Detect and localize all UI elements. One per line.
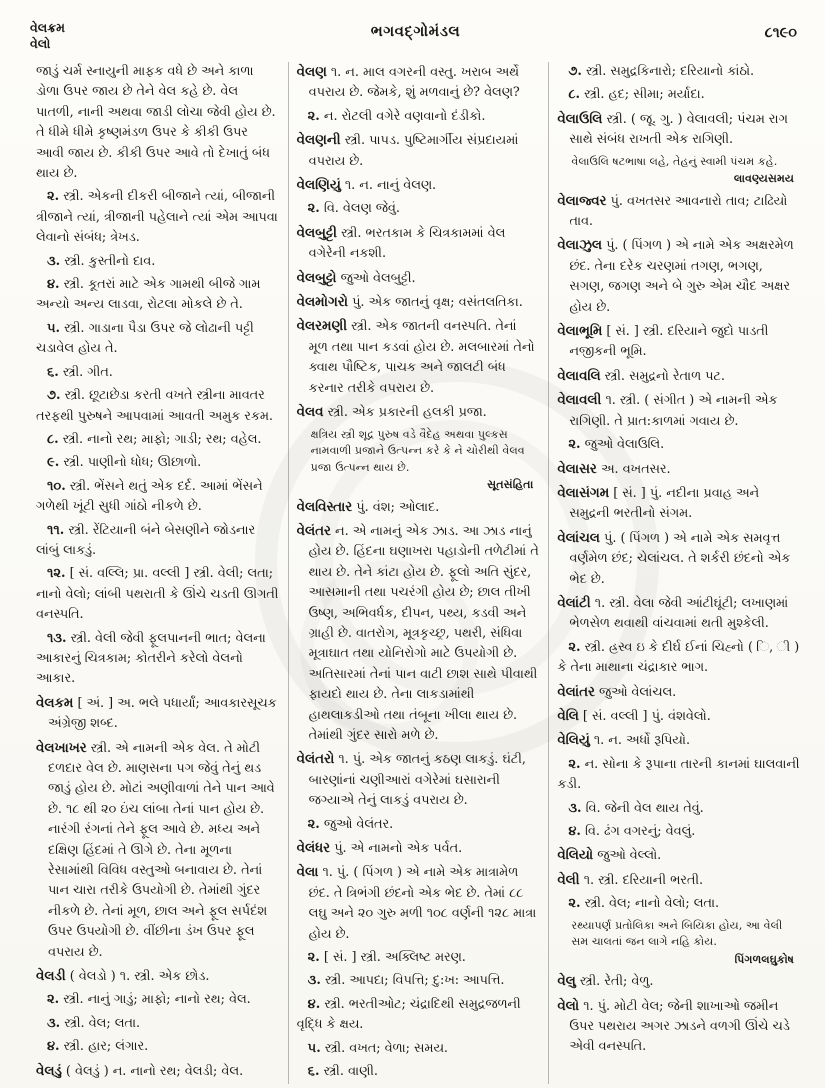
definition-text: ન. રોટલી વગેરે વણવાનો દંડીકો. — [323, 108, 486, 124]
definition-text: ( વેલડો ) ૧. સ્ત્રી. એક છોડ. — [69, 969, 210, 985]
sense-item — [36, 1037, 279, 1057]
sense-item — [557, 799, 800, 819]
definition-text: સ્ત્રી. એક પ્રકારની હલકી પ્રજા. — [327, 405, 487, 421]
sense-item — [36, 453, 279, 473]
definition-text: સ્ત્રી. સમુદ્રકિનારો; દરિયાનો કાંઠો. — [585, 64, 755, 79]
dictionary-entry — [557, 971, 800, 992]
sense-number: ૩. — [47, 253, 61, 269]
definition-text: [ સં. ] પું. નદીના પ્રવાહ અને સમુદ્રની ભરતીનો સંગમ. — [569, 485, 760, 522]
dictionary-entry — [557, 870, 800, 891]
sense-item — [557, 435, 800, 455]
sense-item — [557, 638, 800, 679]
sense-item — [297, 107, 540, 127]
sense-item — [557, 62, 800, 82]
dictionary-entry — [36, 1061, 279, 1082]
sense-item — [557, 894, 800, 914]
entry-headword: વેલખાખર — [36, 739, 87, 756]
definition-text: સ્ત્રી. રેતી; વેળુ. — [579, 974, 654, 990]
entry-headword: વેલબુટ્ટો — [296, 269, 337, 286]
sense-number: ૭. — [47, 388, 61, 404]
citation-source: લાવણ્યસમય — [733, 171, 795, 186]
sense-item — [36, 521, 279, 562]
sense-item — [297, 1039, 540, 1059]
sense-number: ૨. — [568, 437, 581, 453]
sense-number: ૪. — [47, 1039, 60, 1055]
definition-text: સ્ત્રી. છૂટાછેડા કરતી વખતે સ્ત્રીના માવતર તરફથી પુરુષને આપવામાં આવતી અમુક રકમ. — [36, 388, 274, 424]
definition-text: ૧. પું. ( પિંગળ ) એ નામે એક માત્રામેળ છંદ. તે ત્રિભંગી છંદનો એક ભેદ છે. તેમાં ૮૮ લઘુ અને ૨૦ ગુરુ મળી ૧૦૮ વર્ણની ૧૨૮ માત્રા હોય છે. — [308, 865, 537, 942]
definition-text: સ્ત્રી. ગીત. — [62, 364, 113, 380]
sense-item — [36, 990, 279, 1010]
entry-headword: વેલણની — [296, 132, 341, 149]
citation — [311, 427, 540, 493]
definition-text: પું. વખતસર આવનારો તાવ; ટાઢિયો તાવ. — [569, 193, 788, 230]
dictionary-entry — [36, 693, 279, 735]
sense-number: ૫. — [47, 320, 61, 336]
dictionary-column-3 — [548, 62, 809, 1084]
sense-item — [557, 822, 800, 842]
dictionary-entry — [297, 130, 540, 172]
page-title: ભગવદ્ગોમંડલ — [370, 22, 461, 40]
definition-text: સ્ત્રી. ભરતીઓટ; ચંદ્રાદિથી સમુદ્રજળની વૃદ્ધિ કે ક્ષય. — [296, 996, 521, 1033]
definition-text: ક્ષત્રિય સ્ત્રી શૂદ્ર પુરુષ વડે વૈદેહ અથવા પુલ્કસ નામવાળી પ્રજાને ઉત્પન્ન કરે કે ને ચોરીથી વેલવ પ્રજા ઉત્પન્ન થાય છે. — [310, 427, 525, 474]
definition-text: સ્ત્રી. ગાડાના પૈડા ઉપર જે લોઢાની પટ્ટી ચડાવેલ હોય તે. — [36, 320, 254, 357]
entry-headword: વેલડી — [36, 968, 66, 985]
sense-item — [297, 815, 540, 835]
dictionary-entry — [557, 706, 800, 727]
dictionary-entry — [36, 738, 279, 963]
sense-number: ૨. — [47, 189, 60, 205]
dictionary-entry — [297, 62, 540, 104]
dictionary-entry — [297, 175, 540, 196]
definition-text: [ સં. ] સ્ત્રી. દરિયાને જુદો પાડતી નજીકની ભૂમિ. — [569, 324, 769, 360]
dictionary-entry — [557, 191, 800, 233]
definition-text: સ્ત્રી. કૂતરાં માટે એક ગામથી બીજે ગામ અન્યો અન્ય લાડવા, રોટલા મોકલે છે તે. — [36, 277, 261, 313]
entry-headword: વેલાજ્વર — [557, 192, 607, 209]
definition-text: સ્ત્રી. વેલ; નાનો વેલો; લતા. — [584, 896, 720, 912]
sense-number: ૨. — [568, 756, 581, 772]
dictionary-entry — [297, 402, 540, 423]
dictionary-entry — [557, 845, 800, 866]
definition-text: વેલાઉલિ ષટભાષા લહે, તેહનું સ્વામી પંચમ કહે. — [571, 154, 778, 168]
definition-text: સ્ત્રી. રેંટિયાની બંને બેસણીને જોડનાર લાંબું લાકડું. — [36, 522, 256, 558]
entry-headword: વેલિયો — [557, 847, 594, 864]
entry-headword: વેલાઉલિ — [557, 110, 603, 127]
definition-text: સ્ત્રી. ( જૂ. ગુ. ) વેલાવલી; પંચમ રાગ સાથે સંબંધ રાખતી એક રાગિણી. — [569, 111, 788, 148]
sense-item — [36, 252, 279, 272]
entry-headword: વેલાવલી — [557, 392, 602, 409]
sense-number: ૩. — [47, 1015, 61, 1031]
dictionary-entry — [557, 682, 800, 703]
dictionary-entry — [297, 749, 540, 811]
definition-text: ૧. ન. નાનું વેલણ. — [344, 178, 437, 194]
entry-headword: વેલિ — [557, 707, 579, 724]
dictionary-entry — [297, 268, 540, 289]
sense-number: ૩. — [307, 973, 321, 989]
definition-text: ૧. પું. એક જાતનું કઠણ લાકડું. ઘંટી, બારણાંનાં ચણીઆરાં વગેરેમાં ઘસારાની જગ્યાએ તેનું લાકડું વપરાય છે. — [308, 752, 526, 809]
dictionary-entry — [557, 459, 800, 480]
entry-headword: વેલાસર — [557, 460, 597, 477]
dictionary-entry — [557, 109, 800, 151]
entry-headword: વેલુ — [557, 973, 576, 990]
definition-text: સ્ત્રી. વખત; વેળા; સમય. — [324, 1040, 449, 1056]
dictionary-entry — [297, 521, 540, 746]
definition-text: ૧. ન. માલ વગરની વસ્તુ. ખરાબ અર્થે વપરાય છે. જેમકે, શું મળવાનું છે? વેલણ? — [308, 65, 520, 101]
entry-headword: વેલમોગરો — [296, 294, 348, 311]
sense-item — [297, 1062, 540, 1082]
sense-number: ૧૧. — [47, 522, 65, 538]
entry-headword: વેલિયું — [557, 732, 590, 749]
definition-text: સ્ત્રી. એકની દીકરી બીજાને ત્યાં, બીજાની ત્રીજાને ત્યાં, ત્રીજાની પહેલાને ત્યાં એમ આપવા લેવાનો સંબંધ; ત્રેખડ. — [36, 189, 278, 246]
sense-item — [36, 275, 279, 316]
dictionary-column-2 — [288, 62, 549, 1084]
dictionary-entry — [297, 862, 540, 945]
dictionary-entry — [557, 593, 800, 635]
sense-number: ૪. — [47, 277, 60, 293]
sense-item — [36, 477, 279, 518]
definition-text: [ અં. ] અ. ભલે પધાર્યાં; આવકારસૂચક અંગ્રેજી શબ્દ. — [48, 695, 277, 732]
entry-headword: વેલંધર — [296, 840, 331, 856]
definition-text: સ્ત્રી. એક જાતની વનસ્પતિ. તેનાં મૂળ તથા પાન કડવાં હોય છે. મલબારમાં તેનો ક્વાથ પૌષ્ટિક, પાચક અને જાલટી બંધ કરનાર તરીકે વપરાય છે. — [308, 319, 535, 396]
citation — [571, 918, 800, 968]
entry-headword: વેલી — [557, 871, 580, 888]
sense-number: ૩. — [568, 800, 582, 816]
dictionary-entry — [297, 292, 540, 313]
entry-headword: વેલા — [296, 864, 319, 881]
entry-headword: વેલંતરો — [296, 751, 335, 768]
sense-number: ૫. — [307, 1040, 321, 1056]
dictionary-entry — [297, 223, 540, 265]
definition-text: સ્ત્રી. સમુદ્રનો રેતાળ પટ. — [604, 368, 725, 384]
page-number: ૮૧૯૦ — [764, 24, 797, 41]
sense-item — [557, 755, 800, 796]
definition-text: સ્ત્રી. ભરતકામ કે ચિત્રકામમાં વેલ વગેરેની નકશી. — [308, 225, 506, 262]
sense-number: ૭. — [568, 64, 582, 79]
sense-number: ૧૩. — [47, 630, 67, 646]
definition-text: ૧. સ્ત્રી. ( સંગીત ) એ નામની એક રાગિણી. તે પ્રાત:કાળમાં ગવાય છે. — [569, 393, 778, 429]
dictionary-entry — [557, 366, 800, 387]
definition-text: અ. વખતસર. — [600, 461, 671, 477]
running-head-first-word: વેલક્રમ — [30, 20, 65, 35]
sense-item — [557, 85, 800, 105]
dictionary-entry — [557, 730, 800, 751]
definition-text: ન. એ નામનું એક ઝાડ. આ ઝાડ નાનું હોય છે. હિંદના ઘણાખરા પહાડોની તળેટીમાં તે થાય છે. તેને કાંટા હોય છે. ફૂલો અતિ સુંદર, આસમાની તથા પચરંગી હોય છે; છાલ તીખી ઉષ્ણ, અભિવર્ધક, દીપન, પથ્ય, કડવી અને ગ્રાહી છે. વાતરોગ, મૂત્રકૃચ્છ્ર, પથરી, સંધિવા મૂત્રાઘાત તથા યોનિરોગો માટે ઉપયોગી છે. અતિસારમાં તેનાં પાન વાટી છાશ સાથે પીવાથી ફાયદો થાય છે. તેના લાકડામાંથી હાથલાકડીઓ તથા તંબૂના ખીલા થાય છે. તેમાંથી ગુંદર સારો મળે છે. — [308, 523, 539, 743]
entry-headword: વેલબુટ્ટી — [296, 224, 337, 241]
sense-item — [36, 430, 279, 450]
definition-text: સ્ત્રી. આપદા; વિપત્તિ; દુ:ખ: આપત્તિ. — [324, 973, 505, 989]
sense-item — [297, 948, 540, 968]
entry-headword: વેલાભૂમિ — [557, 323, 603, 340]
definition-text: પું. વંશ; ઓલાદ. — [356, 499, 440, 515]
definition-text: [ સં. ] સ્ત્રી. અક્લિષ્ટ મરણ. — [323, 950, 466, 966]
entry-headword: વેલવ — [296, 404, 324, 421]
definition-text: સ્ત્રી. હદ; સીમા; મર્યાદા. — [584, 87, 705, 103]
definition-text: જુઓ વેલ્લો. — [597, 848, 662, 864]
entry-headword: વેલંતર — [296, 522, 331, 539]
sense-number: ૬. — [47, 364, 59, 380]
sense-item — [36, 187, 279, 248]
sense-item — [36, 386, 279, 427]
sense-item — [36, 363, 279, 383]
definition-text: સ્ત્રી. નાનું ગાડું; માફો; નાનો રથ; વેલ. — [63, 992, 251, 1008]
sense-number: ૮. — [47, 431, 59, 447]
dictionary-entry — [36, 966, 279, 987]
page-header — [30, 14, 801, 58]
running-head-last-word: વેલો — [30, 36, 51, 51]
citation-source: પિંગળલઘુકોષ — [734, 951, 795, 966]
definition-text: રથ્યાપર્ણ પ્રતોલિકા અને બિયિકા હોય, આ વેલી સમ ચાલતાં જન લાગે નહિ કોય. — [571, 918, 783, 949]
entry-headword: વેલો — [557, 997, 580, 1014]
definition-text: પું. એક જાતનું વૃક્ષ; વસંતલતિકા. — [352, 295, 523, 311]
sense-item — [36, 319, 279, 360]
entry-headword: વેલાંચલ — [557, 529, 600, 546]
definition-text: જાડું ચર્મ સ્નાયુની માફક વધે છે અને કાળા ડોળા ઉપર જાય છે તેને વેલ કહે છે. વેલ પાતળી, નાની અથવા જાડી લોચા જેવી હોય છે. તે ધીમે ધીમે કૃષ્ણમંડળ ઉપર કે કીકી ઉપર આવી જાય છે. કીકી ઉપર આવે તો દેખાતું બંધ થાય છે. — [36, 64, 276, 182]
entry-headword: વેલરમણી — [296, 318, 348, 335]
sense-number: ૧૦. — [47, 478, 66, 494]
sense-number: ૨. — [307, 950, 320, 966]
dictionary-entry — [557, 996, 800, 1058]
sense-item — [36, 629, 279, 690]
definition-text: સ્ત્રી. હાર; લંગાર. — [63, 1039, 149, 1055]
definition-text: સ્ત્રી. ભેંસને થતું એક દર્દ. આમાં ભેંસને ગળેથી ખૂંટી સુધી ગાંઠો નીકળે છે. — [36, 478, 263, 515]
sense-item — [297, 971, 540, 991]
entry-headword: વેલાવલિ — [557, 367, 601, 384]
definition-text: વિ. જેની વેલ થાય તેવું. — [585, 800, 704, 816]
definition-text: વિ. ઢંગ વગરનું; વેવલું. — [585, 824, 696, 839]
definition-text: [ સં. વલ્લી ] પું. વંશવેલો. — [582, 708, 711, 724]
entry-headword: વેલવિસ્તાર — [296, 498, 353, 515]
sense-number: ૨. — [568, 639, 581, 655]
definition-text: ૧. સ્ત્રી. દરિયાની ભરતી. — [583, 872, 704, 888]
definition-text: જુઓ વેલબુટ્ટી. — [340, 270, 416, 286]
entry-headword: વેલાસંગમ — [557, 484, 610, 501]
dictionary-entry — [557, 390, 800, 432]
entry-headword: વેલાંટી — [557, 594, 591, 611]
definition-text: સ્ત્રી. હ્રસ્વ ઇ કે દીર્ઘ ઈનાં ચિહ્નો ( િ, ી ) કે તેના માથાના ચંદ્રાકાર ભાગ. — [557, 639, 800, 676]
sense-number: ૨. — [47, 992, 60, 1008]
dictionary-entry — [297, 838, 540, 859]
definition-text: સ્ત્રી. વાણી. — [323, 1064, 378, 1080]
sense-number: ૪. — [307, 996, 321, 1012]
sense-number: ૨. — [307, 201, 320, 217]
sense-number: ૬. — [307, 1064, 320, 1080]
definition-text: ૧. ન. અર્ધો રૂપિયો. — [593, 733, 691, 749]
definition-text: ૧. સ્ત્રી. વેલા જેવી આંટીઘૂંટી; લખાણમાં ભેળસેળ થવાથી વાંચવામાં થતી મુશ્કેલી. — [569, 595, 789, 632]
definition-text: સ્ત્રી. કુસ્તીનો દાવ. — [64, 253, 156, 269]
entry-headword: વેલણિયું — [296, 177, 341, 194]
definition-text: સ્ત્રી. નાનો રથ; માફો; ગાડી; રથ; વહેલ. — [62, 431, 262, 447]
definition-text: સ્ત્રી. વેલી જેવી ફૂલપાનની ભાત; વેલના આકારનું ચિત્રકામ; કોતરીને કરેલો વેલનો આકાર. — [36, 630, 266, 687]
definition-text: જુઓ વેલંતર. — [323, 816, 394, 832]
dictionary-entry — [557, 321, 800, 363]
definition-text: જુઓ વેલાઉલિ. — [584, 437, 665, 453]
sense-item — [297, 995, 540, 1036]
dictionary-columns — [28, 62, 809, 1084]
sense-number: ૪. — [568, 824, 581, 839]
definition-text: ન. સોના કે રૂપાના તારની કાનમાં ઘાલવાની કડી. — [557, 756, 800, 793]
definition-text: સ્ત્રી. પાપડ. પુષ્ટિમાર્ગીય સંપ્રદાયમાં વપરાય છે. — [308, 133, 519, 169]
sense-number: ૨. — [568, 896, 581, 912]
definition-text: પું. ( પિંગળ ) એ નામે એક અક્ષરમેળ છંદ. તેના દરેક ચરણમાં તગણ, ભગણ, સગણ, જગણ અને બે ગુરુ એમ ચૌદ અક્ષર હોય છે. — [569, 238, 794, 315]
dictionary-entry — [557, 483, 800, 525]
dictionary-entry — [557, 528, 800, 590]
definition-text: પું. ( પિંગળ ) એ નામે એક સમવૃત્ત વર્ણમેળ છંદ; ચેલાંચલ. તે શર્કરી છંદનો એક ભેદ છે. — [569, 530, 791, 587]
citation — [571, 154, 800, 187]
dictionary-entry — [557, 235, 800, 318]
entry-headword: વેલાંતર — [557, 683, 595, 700]
entry-headword: વેલડું — [36, 1062, 62, 1079]
dictionary-entry — [297, 316, 540, 399]
definition-text: ૧. પું. મોટી વેલ; જેની શાખાઓ જમીન ઉપર પથરાય અગર ઝાડને વળગી ઊંચે ચડે એવી વનસ્પતિ. — [569, 998, 790, 1055]
definition-text: સ્ત્રી. વેલ; લતા. — [64, 1015, 141, 1031]
definition-text: સ્ત્રી. પાણીનો ધોધ; ઊછાળો. — [63, 455, 202, 471]
dictionary-column-1 — [28, 62, 288, 1084]
sense-number: ૧૨. — [47, 566, 66, 582]
sense-number: ૯. — [47, 455, 60, 471]
definition-text: વિ. વેલણ જેવું. — [323, 201, 400, 217]
sense-item — [297, 199, 540, 219]
definition-text: સ્ત્રી. એ નામની એક વેલ. તે મોટી દળદાર વેલ છે. માણસના પગ જેવું તેનું થડ જાડું હોય છે. મોટાં અણીવાળાં તેને પાન આવે છે. ૧૮ થી ૨૦ ઇંચ લાંબા તેનાં પાન હોય છે. નારંગી રંગનાં તેને ફૂલ આવે છે. મધ્ય અને દક્ષિણ હિંદમાં તે ઊગે છે. તેના મૂળના રેસામાંથી વિવિધ વસ્તુઓ બનાવાય છે. તેનાં પાન ચારા તરીકે ઉપયોગી છે. તેમાંથી ગુંદર નીકળે છે. તેનાં મૂળ, છાલ અને ફૂલ સર્પદંશ ઉપર ઉપયોગી છે. વીંછીના ડંખ ઉપર ફૂલ વપરાય છે. — [48, 740, 275, 960]
sense-number: ૮. — [568, 87, 581, 103]
definition-text: ( વેલડું ) ન. નાનો રથ; વેલડી; વેલ. — [65, 1063, 244, 1079]
sense-item — [36, 564, 279, 625]
entry-headword: વેલાઝુલ — [557, 237, 602, 254]
citation-source: સૂતસંહિતા — [487, 477, 534, 491]
sense-number: ૨. — [307, 108, 320, 124]
sense-item — [36, 1014, 279, 1034]
sense-number: ૨. — [307, 816, 320, 832]
definition-text: જુઓ વેલાંચલ. — [598, 684, 677, 700]
definition-text: પું. એ નામનો એક પર્વત. — [334, 841, 463, 856]
definition-text: [ સં. વલ્લિ; પ્રા. વલ્લી ] સ્ત્રી. વેલી; લતા; નાનો વેલો; લાંબી પથરાતી કે ઊંચે ચડતી ઊગતી વનસ્પતિ. — [36, 566, 279, 623]
continuation-text — [36, 62, 279, 184]
entry-headword: વેલકમ — [36, 694, 74, 711]
entry-headword: વેલણ — [296, 64, 327, 80]
dictionary-entry — [297, 497, 540, 518]
